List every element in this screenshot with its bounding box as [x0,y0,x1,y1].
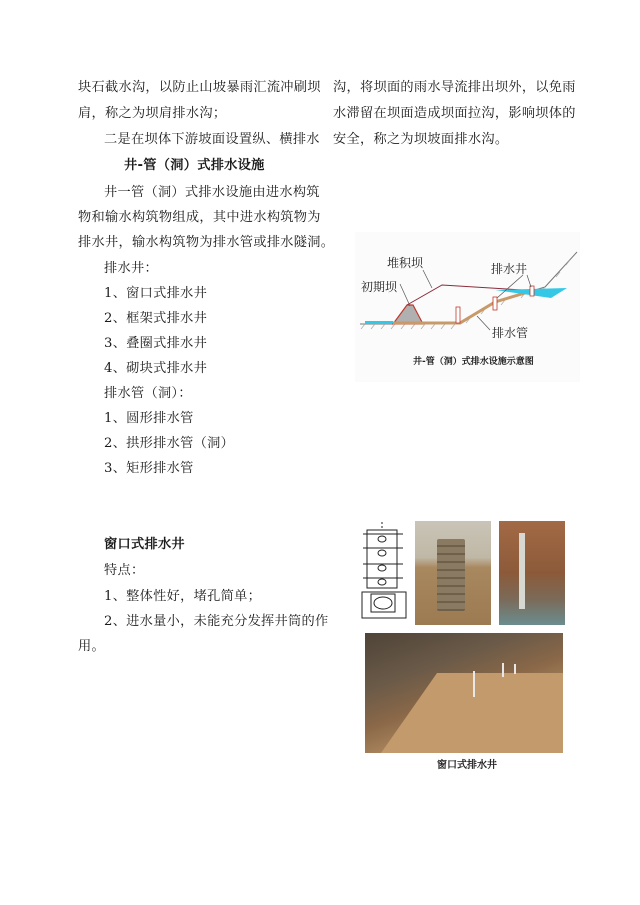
paragraph-line: 沟，将坝面的雨水导流排出坝外，以免雨 [333,80,576,95]
well-photo-slope [499,521,565,625]
well-photo-landscape [365,633,563,753]
well-tube [519,533,525,609]
list-item: 2、框架式排水井 [104,311,208,326]
well-pole [502,663,504,677]
subsection-heading: 窗口式排水井 [104,537,185,552]
list-item: 3、矩形排水管 [104,461,194,476]
label-accumulation-dam: 堆积坝 [387,256,424,270]
features-label: 特点： [104,563,145,578]
window-well-figure [357,512,567,772]
list-item: 1、圆形排水管 [104,411,194,426]
list-item: 1、整体性好，堵孔简单； [104,589,262,604]
section-heading: 井-管（洞）式排水设施 [124,158,265,173]
well-pole [514,664,516,674]
paragraph-line: 物和输水构筑物组成，其中进水构筑物为 [78,210,321,225]
paragraph-line: 二是在坝体下游坡面设置纵、横排水 [104,132,320,147]
label-initial-dam: 初期坝 [361,280,398,294]
paragraph-line: 块石截水沟，以防止山坡暴雨汇流冲刷坝 [78,80,321,95]
pipes-heading: 排水管（洞）： [104,386,192,401]
paragraph-line: 排水井，输水构筑物为排水管或排水隧洞。 [78,235,335,250]
concrete-tower [437,539,465,611]
label-drain-well: 排水井 [491,262,528,276]
paragraph-line: 用。 [78,639,105,654]
list-item: 2、进水量小，未能充分发挥井筒的作 [104,614,329,629]
wells-heading: 排水井： [104,261,158,276]
paragraph-line: 水滞留在坝面造成坝面拉沟，影响坝体的 [333,106,576,121]
list-item: 1、窗口式排水井 [104,286,208,301]
label-drain-pipe: 排水管 [492,326,529,340]
paragraph-line: 安全，称之为坝坡面排水沟。 [333,132,509,147]
paragraph-line: 肩，称之为坝肩排水沟； [78,106,227,121]
list-item: 2、拱形排水管（洞） [104,436,235,451]
list-item: 4、砌块式排水井 [104,361,208,376]
diagram-caption: 井-管（洞）式排水设施示意图 [413,357,534,367]
list-item: 3、叠圈式排水井 [104,336,208,351]
embankment [365,673,563,753]
well-schematic-drawing [359,520,409,620]
well-photo-concrete-tower [415,521,491,625]
drainage-diagram [355,232,580,382]
paragraph-line: 井一管（洞）式排水设施由进水构筑 [104,185,320,200]
well-pole [473,671,475,697]
photo-caption: 窗口式排水井 [437,760,497,771]
